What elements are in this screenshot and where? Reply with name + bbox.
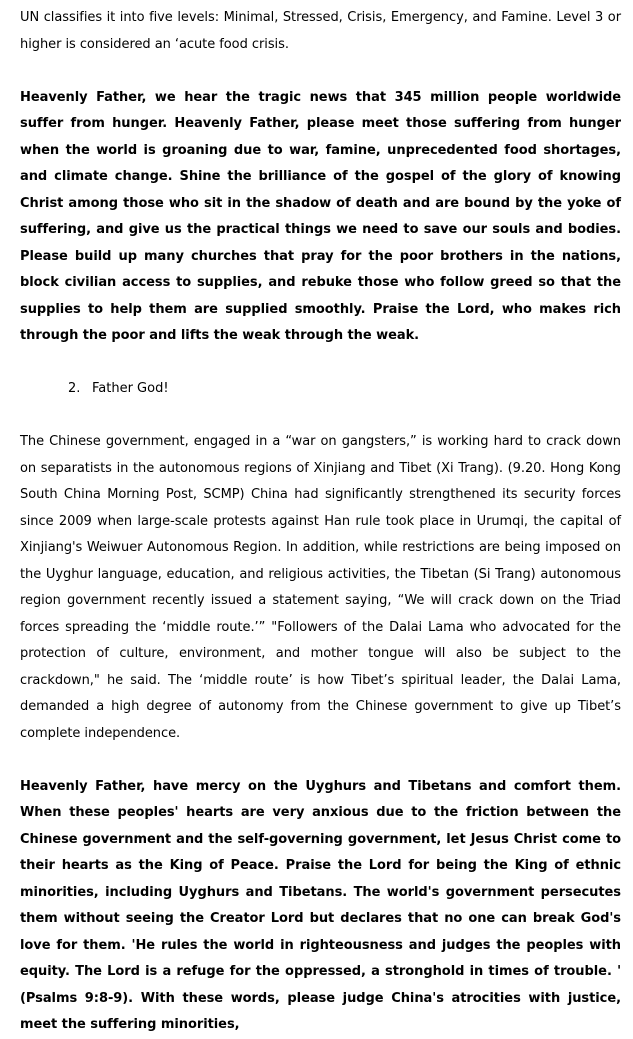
prayer-paragraph-2: Heavenly Father, have mercy on the Uyghurs and Tibetans and comfort them. When these peoples' hearts are very anxious due to the friction between the Chinese government and the self-governing government, let Jesus Christ come to their hearts as the King of Peace. Praise the Lord for being the King of ethnic minorities, including Uyghurs and Tibetans. The world's government persecutes them without seeing the Creator Lord but declares that no one can break God's love for them. 'He rules the world in righteousness and judges the peoples with equity. The Lord is a refuge for the oppressed, a stronghold in times of trouble. ' (Psalms 9:8-9). With these words, please judge China's atrocities with justice, meet the suffering minorities, [20, 778, 621, 1032]
intro-paragraph: UN classifies it into five levels: Minimal, Stressed, Crisis, Emergency, and Famine. Level 3 or higher is considered an ‘acute food crisis. [20, 10, 621, 52]
news-paragraph: The Chinese government, engaged in a “war on gangsters,” is working hard to crack down on separatists in the autonomous regions of Xinjiang and Tibet (Xi Trang). (9.20. Hong Kong South China Morning Post, SCMP) China had significantly strengthened its security forces since 2009 when large-scale protests against Han rule took place in Urumqi, the capital of Xinjiang's Weiwuer Autonomous Region. In addition, while restrictions are being imposed on the Uyghur language, education, and religious activities, the Tibetan (Si Trang) autonomous region government recently issued a statement saying, “We will crack down on the Triad forces spreading the ‘middle route.’” "Followers of the Dalai Lama who advocated for the protection of culture, environment, and mother tongue will also be subject to the crackdown," he said. The ‘middle route’ is how Tibet’s spiritual leader, the Dalai Lama, demanded a high degree of autonomy from the Chinese government to give up Tibet’s complete independence. [20, 434, 621, 741]
list-number: 2. [68, 381, 81, 396]
list-item-2 [20, 376, 621, 403]
paragraph-gap [20, 58, 621, 85]
paragraph-gap [20, 403, 621, 430]
paragraph-gap [20, 747, 621, 774]
prayer-paragraph-1: Heavenly Father, we hear the tragic news that 345 million people worldwide suffer from hunger. Heavenly Father, please meet those suffering from hunger when the world is groaning due to war, famine, unprecedented food shortages, and climate change. Shine the brilliance of the gospel of the glory of knowing Christ among those who sit in the shadow of death and are bound by the yoke of suffering, and give us the practical things we need to save our souls and bodies. Please build up many churches that pray for the poor brothers in the nations, block civilian access to supplies, and rebuke those who follow greed so that the supplies to help them are supplied smoothly. Praise the Lord, who makes rich through the poor and lifts the weak through the weak. [20, 89, 621, 343]
document-page [20, 5, 621, 1039]
paragraph-gap [20, 350, 621, 377]
list-item-text: Father God! [92, 381, 169, 396]
